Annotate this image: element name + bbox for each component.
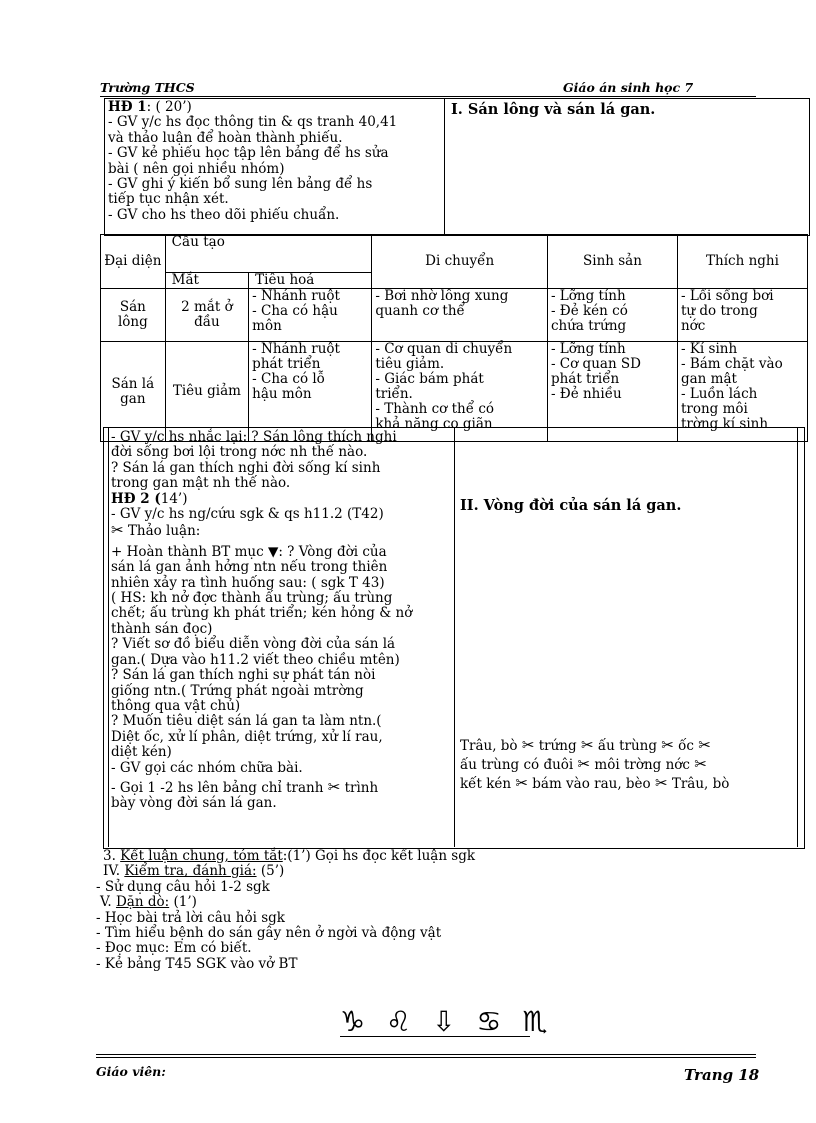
text: - Kẻ bảng T45 SGK vào vở BT: [96, 955, 298, 972]
text: - Học bài trả lời câu hỏi sgk: [96, 909, 285, 926]
hd2-line: chết; ấu trùng kh phát triển; kén hỏng & nở: [111, 605, 413, 622]
cell-dichuyen: [372, 289, 548, 342]
heading-underlined: Kết luận chung, tóm tắt: [120, 848, 283, 864]
zodiac-ornament: ♑ ♌ ⇩ ♋ ♏: [340, 1005, 554, 1038]
cell-line: hậu môn: [252, 386, 312, 402]
cycle-step: ốc: [678, 738, 694, 754]
hd2-line: đời sống bơi lội trong nớc nh thế nào.: [111, 444, 368, 461]
cell-line: - Lối sống bơi: [680, 288, 774, 304]
cycle-step: kết kén: [460, 776, 512, 792]
scissors-icon: ✂: [111, 521, 124, 540]
header-rule: [100, 96, 756, 97]
cell-tieuhoa: [249, 289, 372, 342]
text: - Tìm hiểu bệnh do sán gây nên ở ngời và động vật: [96, 925, 442, 942]
hd2-line: trình: [344, 779, 379, 796]
hd1-line: và thảo luận để hoàn thành phiếu.: [108, 129, 343, 146]
text: (5’): [256, 863, 285, 880]
hd2-line: thành sán đọc): [111, 620, 213, 637]
cell-line: phát triển: [550, 371, 620, 387]
cell-line: trong môi: [680, 401, 748, 417]
hd2-line: sán lá gan ảnh hởng ntn nếu trong thiên: [111, 559, 388, 576]
cell-line: - Nhánh ruột: [252, 341, 340, 357]
cycle-step: Trâu, bò: [671, 776, 730, 792]
hd1-time: : ( 20’): [146, 99, 192, 115]
cell-line: - Bám chặt vào: [680, 356, 783, 372]
cell-line: - Nhánh ruột: [252, 288, 340, 304]
hd2-line: bày vòng đời sán lá gan.: [111, 795, 277, 812]
cell-line: - Cha có lỗ: [252, 371, 325, 387]
cell-name: Sán lông: [101, 289, 166, 342]
cell-line: khả năng co giãn: [375, 416, 493, 432]
cycle-step: ấu trùng có đuôi: [460, 757, 574, 773]
hd2-line: - Gọi 1 -2 hs lên bảng chỉ tranh: [111, 779, 324, 796]
table-row: [101, 289, 808, 342]
hd2-line: - GV y/c hs nhắc lại: ? Sán lông thích nghi: [111, 429, 397, 445]
th-dichuyen: Di chuyển: [372, 235, 548, 289]
cell-line: - Kí sinh: [680, 341, 738, 357]
section-title-2: II. Vòng đời của sán lá gan.: [460, 497, 682, 514]
text: 3.: [103, 848, 121, 864]
scissors-icon: ✂: [580, 736, 594, 754]
hd2-line: giống ntn.( Trứng phát ngoài mtrờng: [111, 682, 364, 699]
cycle-step: trứng: [538, 738, 577, 754]
comparison-table: [100, 234, 808, 442]
heading-underlined: Dặn dò:: [115, 894, 170, 911]
text: V.: [100, 894, 116, 911]
cell-line: trờng kí sinh: [680, 416, 769, 432]
header-subject: Giáo án sinh học 7: [563, 80, 694, 95]
th-cautao: Cấu tạo: [165, 235, 372, 273]
hd1-title: HĐ 1: [108, 99, 147, 115]
scissors-icon: ✂: [577, 755, 591, 773]
text: - Đọc mục: Em có biết.: [96, 940, 252, 957]
cell-sinhsan: [547, 289, 677, 342]
cell-line: - Giác bám phát: [375, 371, 484, 387]
cell-line: quanh cơ thể: [375, 303, 465, 319]
scissors-icon: ✂: [327, 777, 341, 796]
scissors-icon: ✂: [654, 774, 668, 792]
cell-line: - Đẻ nhiều: [550, 386, 622, 402]
text: - Sử dụng câu hỏi 1-2 sgk: [96, 878, 270, 895]
cell-line: gan mật: [680, 371, 737, 387]
cell-line: - Cơ quan SD: [550, 356, 641, 372]
hd2-line: nhiên xảy ra tình huống sau: ( sgk T 43): [111, 574, 385, 591]
footer-page: Trang 18: [684, 1066, 760, 1084]
text: IV.: [103, 863, 125, 880]
hd2-line: ( HS: kh nở đợc thành ấu trùng; ấu trùng: [111, 590, 393, 607]
hd2-discuss: Thảo luận:: [127, 523, 201, 540]
scissors-icon: ✂: [694, 755, 707, 773]
th-mat: Mắt: [165, 273, 249, 289]
cell-name: Sán lá gan: [101, 342, 166, 442]
cell-line: phát triển: [252, 356, 321, 372]
cell-thichnghi: [677, 289, 807, 342]
hd2-line: + Hoàn thành BT mục ▼: ? Vòng đời của: [111, 543, 387, 560]
cell-line: - Lỡng tính: [550, 288, 626, 304]
cycle-step: ấu trùng: [597, 738, 657, 754]
heading-underlined: Kiểm tra, đánh giá:: [124, 863, 257, 880]
cell-line: tiêu giảm.: [375, 356, 445, 372]
hd1-line: bài ( nên gọi nhiều nhóm): [108, 160, 285, 177]
header-school: Trường THCS: [100, 80, 195, 95]
hd2-line: ? Sán lá gan thích nghi sự phát tán nòi: [111, 667, 376, 684]
hd2-line: trong gan mật nh thế nào.: [111, 475, 291, 492]
life-cycle-diagram: [460, 737, 794, 794]
cell-line: môn: [252, 318, 282, 334]
cell-line: - Cha có hậu: [252, 303, 338, 319]
hd2-line: ? Viết sơ đồ biểu diễn vòng đời của sán lá: [111, 636, 396, 653]
hd1-content: [108, 100, 442, 223]
footer-teacher: Giáo viên:: [96, 1064, 166, 1079]
ornament-underline: [340, 1036, 530, 1037]
section-title-1: I. Sán lông và sán lá gan.: [451, 101, 656, 118]
hd2-content: [111, 430, 451, 812]
hd1-line: - GV cho hs theo dõi phiếu chuẩn.: [108, 206, 340, 223]
cell-line: tự do trong: [680, 303, 758, 319]
scissors-icon: ✂: [521, 736, 535, 754]
hd2-line: - GV y/c hs ng/cứu sgk & qs h11.2 (T42): [111, 506, 384, 523]
scissors-icon: ✂: [661, 736, 674, 754]
scissors-icon: ✂: [698, 736, 711, 754]
hd1-line: - GV kẻ phiếu học tập lên bảng để hs sửa: [108, 145, 389, 162]
th-thichnghi: Thích nghi: [677, 235, 807, 289]
th-tieuhoa: Tiêu hoá: [249, 273, 372, 289]
hd2-line: ? Muốn tiêu diệt sán lá gan ta làm ntn.(: [111, 713, 382, 730]
cell-line: - Cơ quan di chuyển: [375, 341, 513, 357]
hd2-line: Diệt ốc, xử lí phân, diệt trứng, xử lí rau,: [111, 728, 383, 745]
footer-rule: [96, 1054, 756, 1058]
text: (1’): [169, 894, 197, 911]
cell-line: - Bơi nhờ lông xung: [375, 288, 509, 304]
hd2-right-inner-line: [797, 427, 798, 847]
cell-line: - Thành cơ thể có: [375, 401, 495, 417]
conclusion-section: [96, 849, 475, 972]
th-daidien: Đại diện: [101, 235, 166, 289]
hd1-right-cell: [444, 98, 810, 236]
cell-line: - Lỡng tính: [550, 341, 626, 357]
text: :(1’) Gọi hs đọc kết luận sgk: [282, 848, 476, 864]
cell-mat: 2 mắt ở đầu: [165, 289, 249, 342]
cell-line: - Luồn lách: [680, 386, 758, 402]
cell-line: chứa trứng: [550, 318, 627, 334]
hd2-line: ? Sán lá gan thích nghi đời sống kí sinh: [111, 459, 381, 476]
hd2-line: diệt kén): [111, 744, 172, 761]
hd2-title: HĐ 2 (: [111, 490, 161, 507]
hd1-line: tiếp tục nhận xét.: [108, 191, 229, 208]
scissors-icon: ✂: [515, 774, 528, 792]
hd1-line: - GV ghi ý kiến bổ sung lên bảng để hs: [108, 176, 373, 193]
hd1-line: - GV y/c hs đọc thông tin & qs tranh 40,41: [108, 114, 398, 131]
cell-line: triển.: [375, 386, 413, 402]
hd2-time: 14’): [160, 490, 188, 507]
hd2-line: gan.( Dựa vào h11.2 viết theo chiều mtên): [111, 651, 400, 668]
cycle-step: môi trờng nớc: [594, 757, 690, 773]
cell-mat: Tiêu giảm: [165, 342, 249, 442]
cycle-step: bám vào rau, bèo: [532, 776, 651, 792]
cell-line: - Đẻ kén có: [550, 303, 628, 319]
hd2-line: - GV gọi các nhóm chữa bài.: [111, 759, 303, 776]
th-sinhsan: Sinh sản: [547, 235, 677, 289]
cycle-step: Trâu, bò: [460, 738, 518, 754]
hd2-line: thông qua vật chủ): [111, 697, 241, 714]
cell-line: nớc: [680, 318, 706, 334]
